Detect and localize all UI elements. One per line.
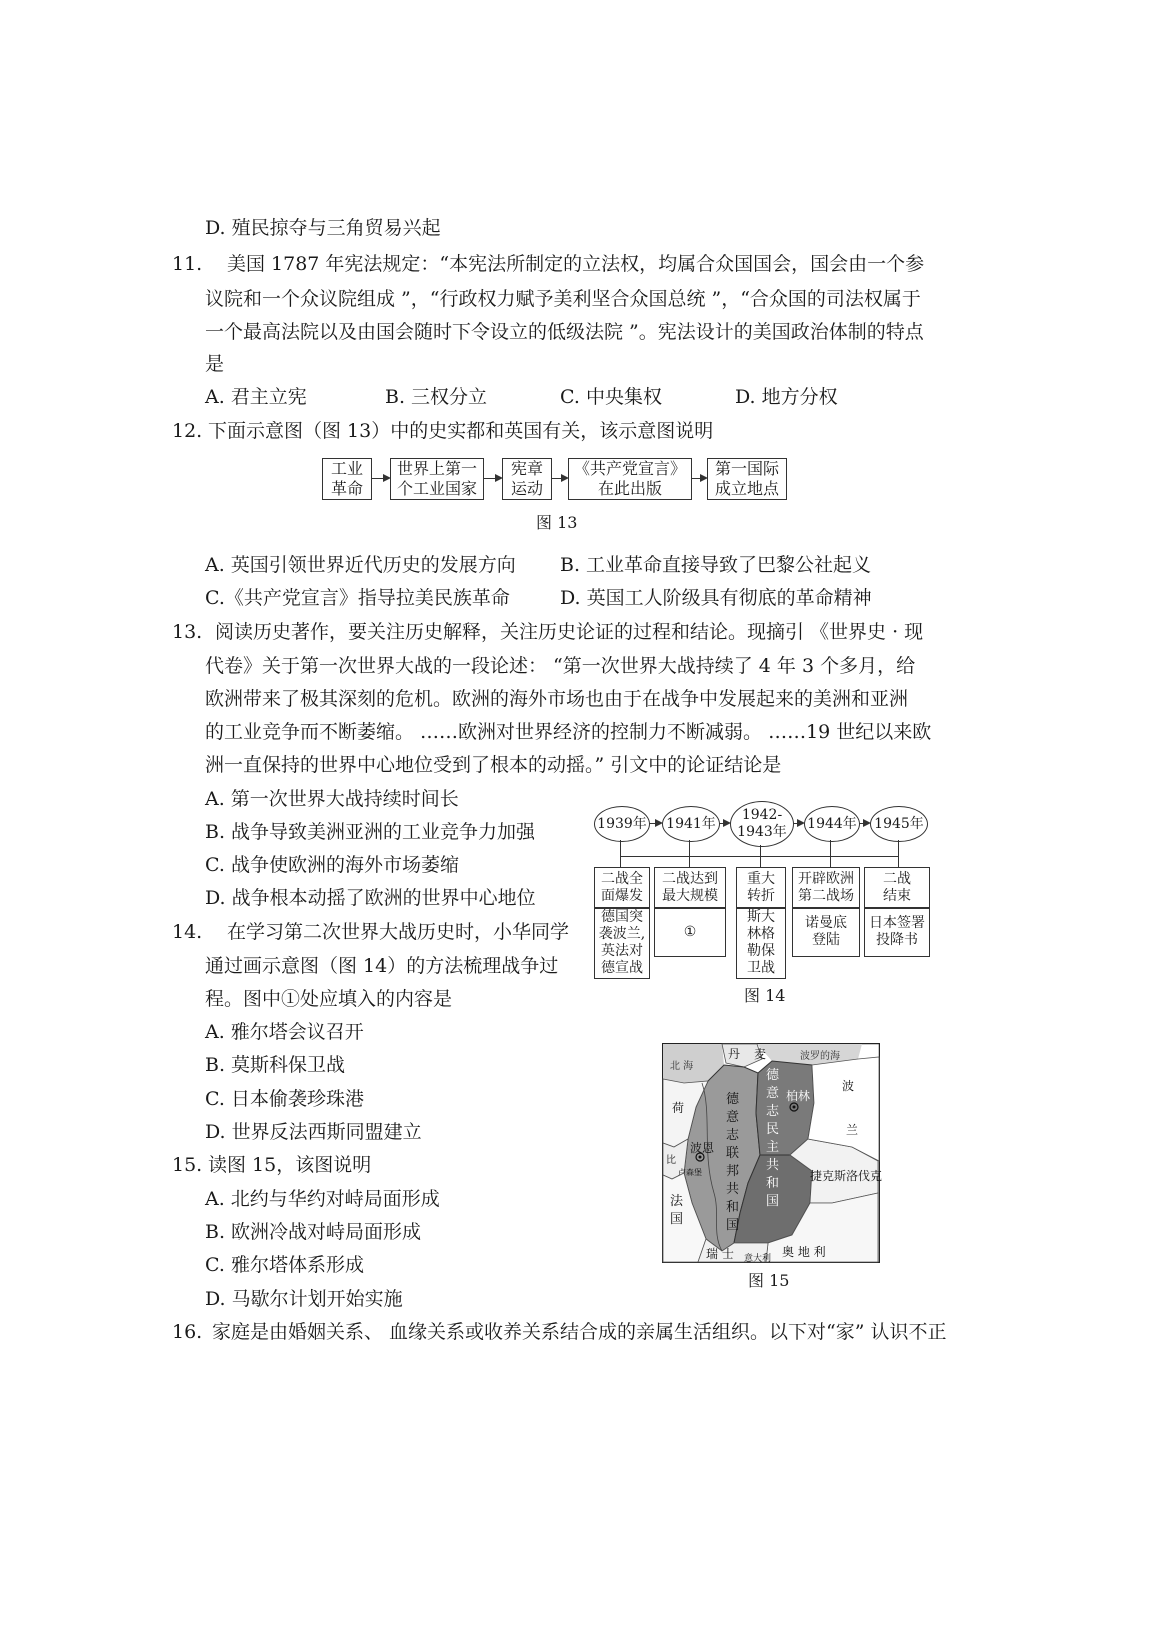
f13-box-first-international (707, 458, 787, 500)
f14-event-blank-1 (654, 907, 726, 957)
q15-option-d: D. 马歇尔计划开始实施 (205, 1288, 403, 1310)
f13-box-text: 世界上第一 (396, 459, 477, 478)
f13-box-chartist-movement (502, 458, 552, 500)
q11-option-c: C. 中央集权 (560, 386, 662, 408)
f14-event-text: 登陆 (812, 932, 840, 948)
map-label-poland2: 兰 (846, 1123, 859, 1137)
f14-stage-text: 结束 (883, 888, 911, 904)
q12-number: 12. (172, 420, 203, 442)
f14-stage-text: 开辟欧洲 (798, 871, 854, 887)
map-label-gdr: 德意志民主共和国 (766, 1068, 780, 1209)
f14-connector (689, 840, 690, 867)
q11-option-a: A. 君主立宪 (205, 386, 307, 408)
q11-option-d: D. 地方分权 (735, 386, 838, 408)
f13-arrow (551, 478, 567, 479)
f14-year-1942-1943 (730, 801, 794, 847)
q11-stem-line2: 议院和一个众议院组成 ”，“行政权力赋予美利坚合众国总统 ”，“合众国的司法权属于 (205, 288, 921, 310)
q10-option-d: D. 殖民掠夺与三角贸易兴起 (205, 217, 441, 239)
map-label-italy: 意大利 (744, 1254, 772, 1264)
f14-stage-turning-point (736, 867, 786, 909)
q13-stem-line5: 洲一直保持的世界中心地位受到了根本的动摇。” 引文中的论证结论是 (205, 754, 782, 776)
q11-option-b: B. 三权分立 (385, 386, 488, 408)
f14-event-text: 德国突 (601, 909, 643, 925)
f13-box-text: 运动 (510, 479, 543, 498)
q14-stem-line2: 通过画示意图（图 14）的方法梳理战争过 (205, 955, 559, 977)
f14-event-text: 德宣战 (601, 960, 643, 976)
q13-stem-line1: 阅读历史著作，要关注历史解释，关注历史论证的过程和结论。现摘引 《世界史 · 现 (215, 621, 924, 643)
q13-number: 13. (172, 621, 203, 643)
f14-stage-text: 面爆发 (601, 888, 643, 904)
q14-option-c: C. 日本偷袭珍珠港 (205, 1088, 364, 1110)
q15-option-b: B. 欧洲冷战对峙局面形成 (205, 1221, 422, 1243)
map-label-netherlands: 荷 (672, 1101, 685, 1115)
q11-stem-line4: 是 (205, 353, 225, 375)
f14-year-1939 (594, 806, 650, 842)
f13-box-industrial-revolution (322, 458, 372, 500)
map-label-czechoslovakia: 捷克斯洛伐克 (810, 1169, 883, 1183)
f14-connector (620, 856, 898, 857)
f13-box-text: 个工业国家 (396, 479, 477, 498)
f14-stage-end (864, 867, 930, 909)
q14-option-b: B. 莫斯科保卫战 (205, 1054, 346, 1076)
map-label-austria: 奥 地 利 (782, 1245, 826, 1259)
f14-event-text: 卫战 (747, 960, 775, 976)
f13-box-communist-manifesto (568, 458, 692, 500)
f14-connector (760, 845, 761, 867)
f13-box-first-industrial-nation (390, 458, 484, 500)
q15-stem: 读图 15，该图说明 (208, 1154, 372, 1176)
figure-13-caption: 图 13 (536, 513, 578, 532)
q12-option-d: D. 英国工人阶级具有彻底的革命精神 (560, 587, 872, 609)
f14-stage-text: 转折 (747, 888, 775, 904)
f14-year-text: 1942- (741, 807, 783, 823)
q13-stem-line3: 欧洲带来了极其深刻的危机。欧洲的海外市场也由于在战争中发展起来的美洲和亚洲 (205, 688, 909, 710)
q16-number: 16. (172, 1321, 203, 1343)
f13-box-text: 第一国际 (714, 459, 779, 478)
f14-arrow (719, 823, 729, 824)
f14-year-1945 (870, 806, 928, 842)
f14-arrow (649, 823, 661, 824)
f14-event-stalingrad (736, 907, 786, 979)
f14-event-text: 斯大 (747, 909, 775, 925)
f14-stage-maximum-scale (654, 867, 726, 909)
f13-box-text: 工业 (330, 459, 363, 478)
f14-stage-text: 二战全 (601, 871, 643, 887)
f14-year-text: 1945年 (874, 815, 924, 832)
q14-stem-line1: 在学习第二次世界大战历史时，小华同学 (227, 921, 570, 943)
f14-event-text: ① (683, 923, 697, 940)
q14-stem-line3: 程。图中①处应填入的内容是 (205, 988, 453, 1010)
q12-option-c: C.《共产党宣言》指导拉美民族革命 (205, 587, 510, 609)
q11-number: 11. (172, 253, 203, 275)
f14-event-text: 诺曼底 (805, 915, 847, 931)
map-label-baltic: 波罗的海 (800, 1051, 840, 1062)
map-label-berlin: 柏林 (786, 1089, 811, 1103)
f14-stage-second-front (792, 867, 860, 909)
f14-connector (830, 840, 831, 867)
f14-stage-outbreak (594, 867, 650, 909)
q13-option-b: B. 战争导致美洲亚洲的工业竞争力加强 (205, 821, 536, 843)
map-label-north-sea: 北 海 (670, 1061, 694, 1072)
map-label-belgium: 比 (666, 1155, 676, 1166)
figure-14-caption: 图 14 (744, 986, 786, 1005)
map-label-bonn: 波恩 (690, 1141, 715, 1155)
f13-box-text: 宪章 (510, 459, 543, 478)
f13-box-text: 在此出版 (597, 479, 662, 498)
f14-year-text: 1939年 (597, 815, 647, 832)
q13-option-c: C. 战争使欧洲的海外市场萎缩 (205, 854, 459, 876)
f14-event-text: 勒保 (747, 943, 775, 959)
q12-option-a: A. 英国引领世界近代历史的发展方向 (205, 554, 516, 576)
f13-box-text: 《共产党宣言》 (573, 459, 686, 478)
f14-event-text: 英法对 (601, 943, 643, 959)
q13-stem-line2: 代卷》关于第一次世界大战的一段论述： “第一次世界大战持续了 4 年 3 个多月，给 (205, 655, 916, 677)
f14-connector (620, 840, 621, 867)
f14-connector (898, 840, 899, 867)
f14-event-text: 袭波兰, (598, 926, 646, 942)
berlin-marker-dot (793, 1106, 796, 1109)
f14-year-text: 1944年 (807, 815, 857, 832)
f14-stage-text: 最大规模 (662, 888, 718, 904)
q14-option-a: A. 雅尔塔会议召开 (205, 1021, 364, 1043)
map-label-denmark2: 麦 (754, 1047, 767, 1061)
q15-option-c: C. 雅尔塔体系形成 (205, 1254, 364, 1276)
f14-event-text: 日本签署 (869, 915, 925, 931)
map-label-switzerland: 瑞 士 (706, 1247, 734, 1261)
map-label-denmark: 丹 (728, 1047, 741, 1061)
q13-option-d: D. 战争根本动摇了欧洲的世界中心地位 (205, 887, 536, 909)
q11-stem-line1: 美国 1787 年宪法规定：“本宪法所制定的立法权，均属合众国国会，国会由一个参 (227, 253, 925, 275)
f13-box-text: 革命 (330, 479, 363, 498)
f14-stage-text: 第二战场 (798, 888, 854, 904)
q15-number: 15. (172, 1154, 203, 1176)
f14-arrow (793, 823, 803, 824)
q11-stem-line3: 一个最高法院以及由国会随时下令设立的低级法院 ”。宪法设计的美国政治体制的特点 (205, 321, 924, 343)
q12-stem: 下面示意图（图 13）中的史实都和英国有关，该示意图说明 (208, 420, 714, 442)
figure-15-map (662, 1043, 883, 1264)
f13-box-text: 成立地点 (714, 479, 779, 498)
map-label-frg: 德意志联邦共和国 (726, 1092, 740, 1233)
map-label-france: 法国 (670, 1194, 684, 1227)
q13-option-a: A. 第一次世界大战持续时间长 (205, 788, 459, 810)
f14-stage-text: 重大 (747, 871, 775, 887)
f14-event-text: 投降书 (876, 932, 918, 948)
map-label-luxembourg: 卢森堡 (678, 1168, 702, 1177)
f14-year-1944 (804, 806, 860, 842)
f14-event-text: 林格 (747, 926, 775, 942)
f14-event-japan-surrender (864, 907, 930, 957)
f14-stage-text: 二战 (883, 871, 911, 887)
f14-stage-text: 二战达到 (662, 871, 718, 887)
f14-year-text: 1943年 (737, 824, 787, 840)
f14-year-text: 1941年 (666, 815, 716, 832)
q15-option-a: A. 北约与华约对峙局面形成 (205, 1188, 440, 1210)
q13-stem-line4: 的工业竞争而不断萎缩。 ……欧洲对世界经济的控制力不断减弱。 ……19 世纪以来欧 (205, 721, 932, 743)
q14-number: 14. (172, 921, 203, 943)
f14-arrow (859, 823, 869, 824)
f14-year-1941 (662, 806, 720, 842)
f13-arrow (691, 478, 706, 479)
f13-arrow (483, 478, 501, 479)
f14-event-poland-invasion (594, 907, 650, 979)
f13-arrow (371, 478, 389, 479)
q12-option-b: B. 工业革命直接导致了巴黎公社起义 (560, 554, 872, 576)
f14-event-normandy (792, 907, 860, 957)
q14-option-d: D. 世界反法西斯同盟建立 (205, 1121, 422, 1143)
q16-stem: 家庭是由婚姻关系、 血缘关系或收养关系结合成的亲属生活组织。以下对“家” 认识不正 (212, 1321, 947, 1343)
figure-15-caption: 图 15 (748, 1271, 790, 1290)
map-label-poland1: 波 (842, 1079, 855, 1093)
